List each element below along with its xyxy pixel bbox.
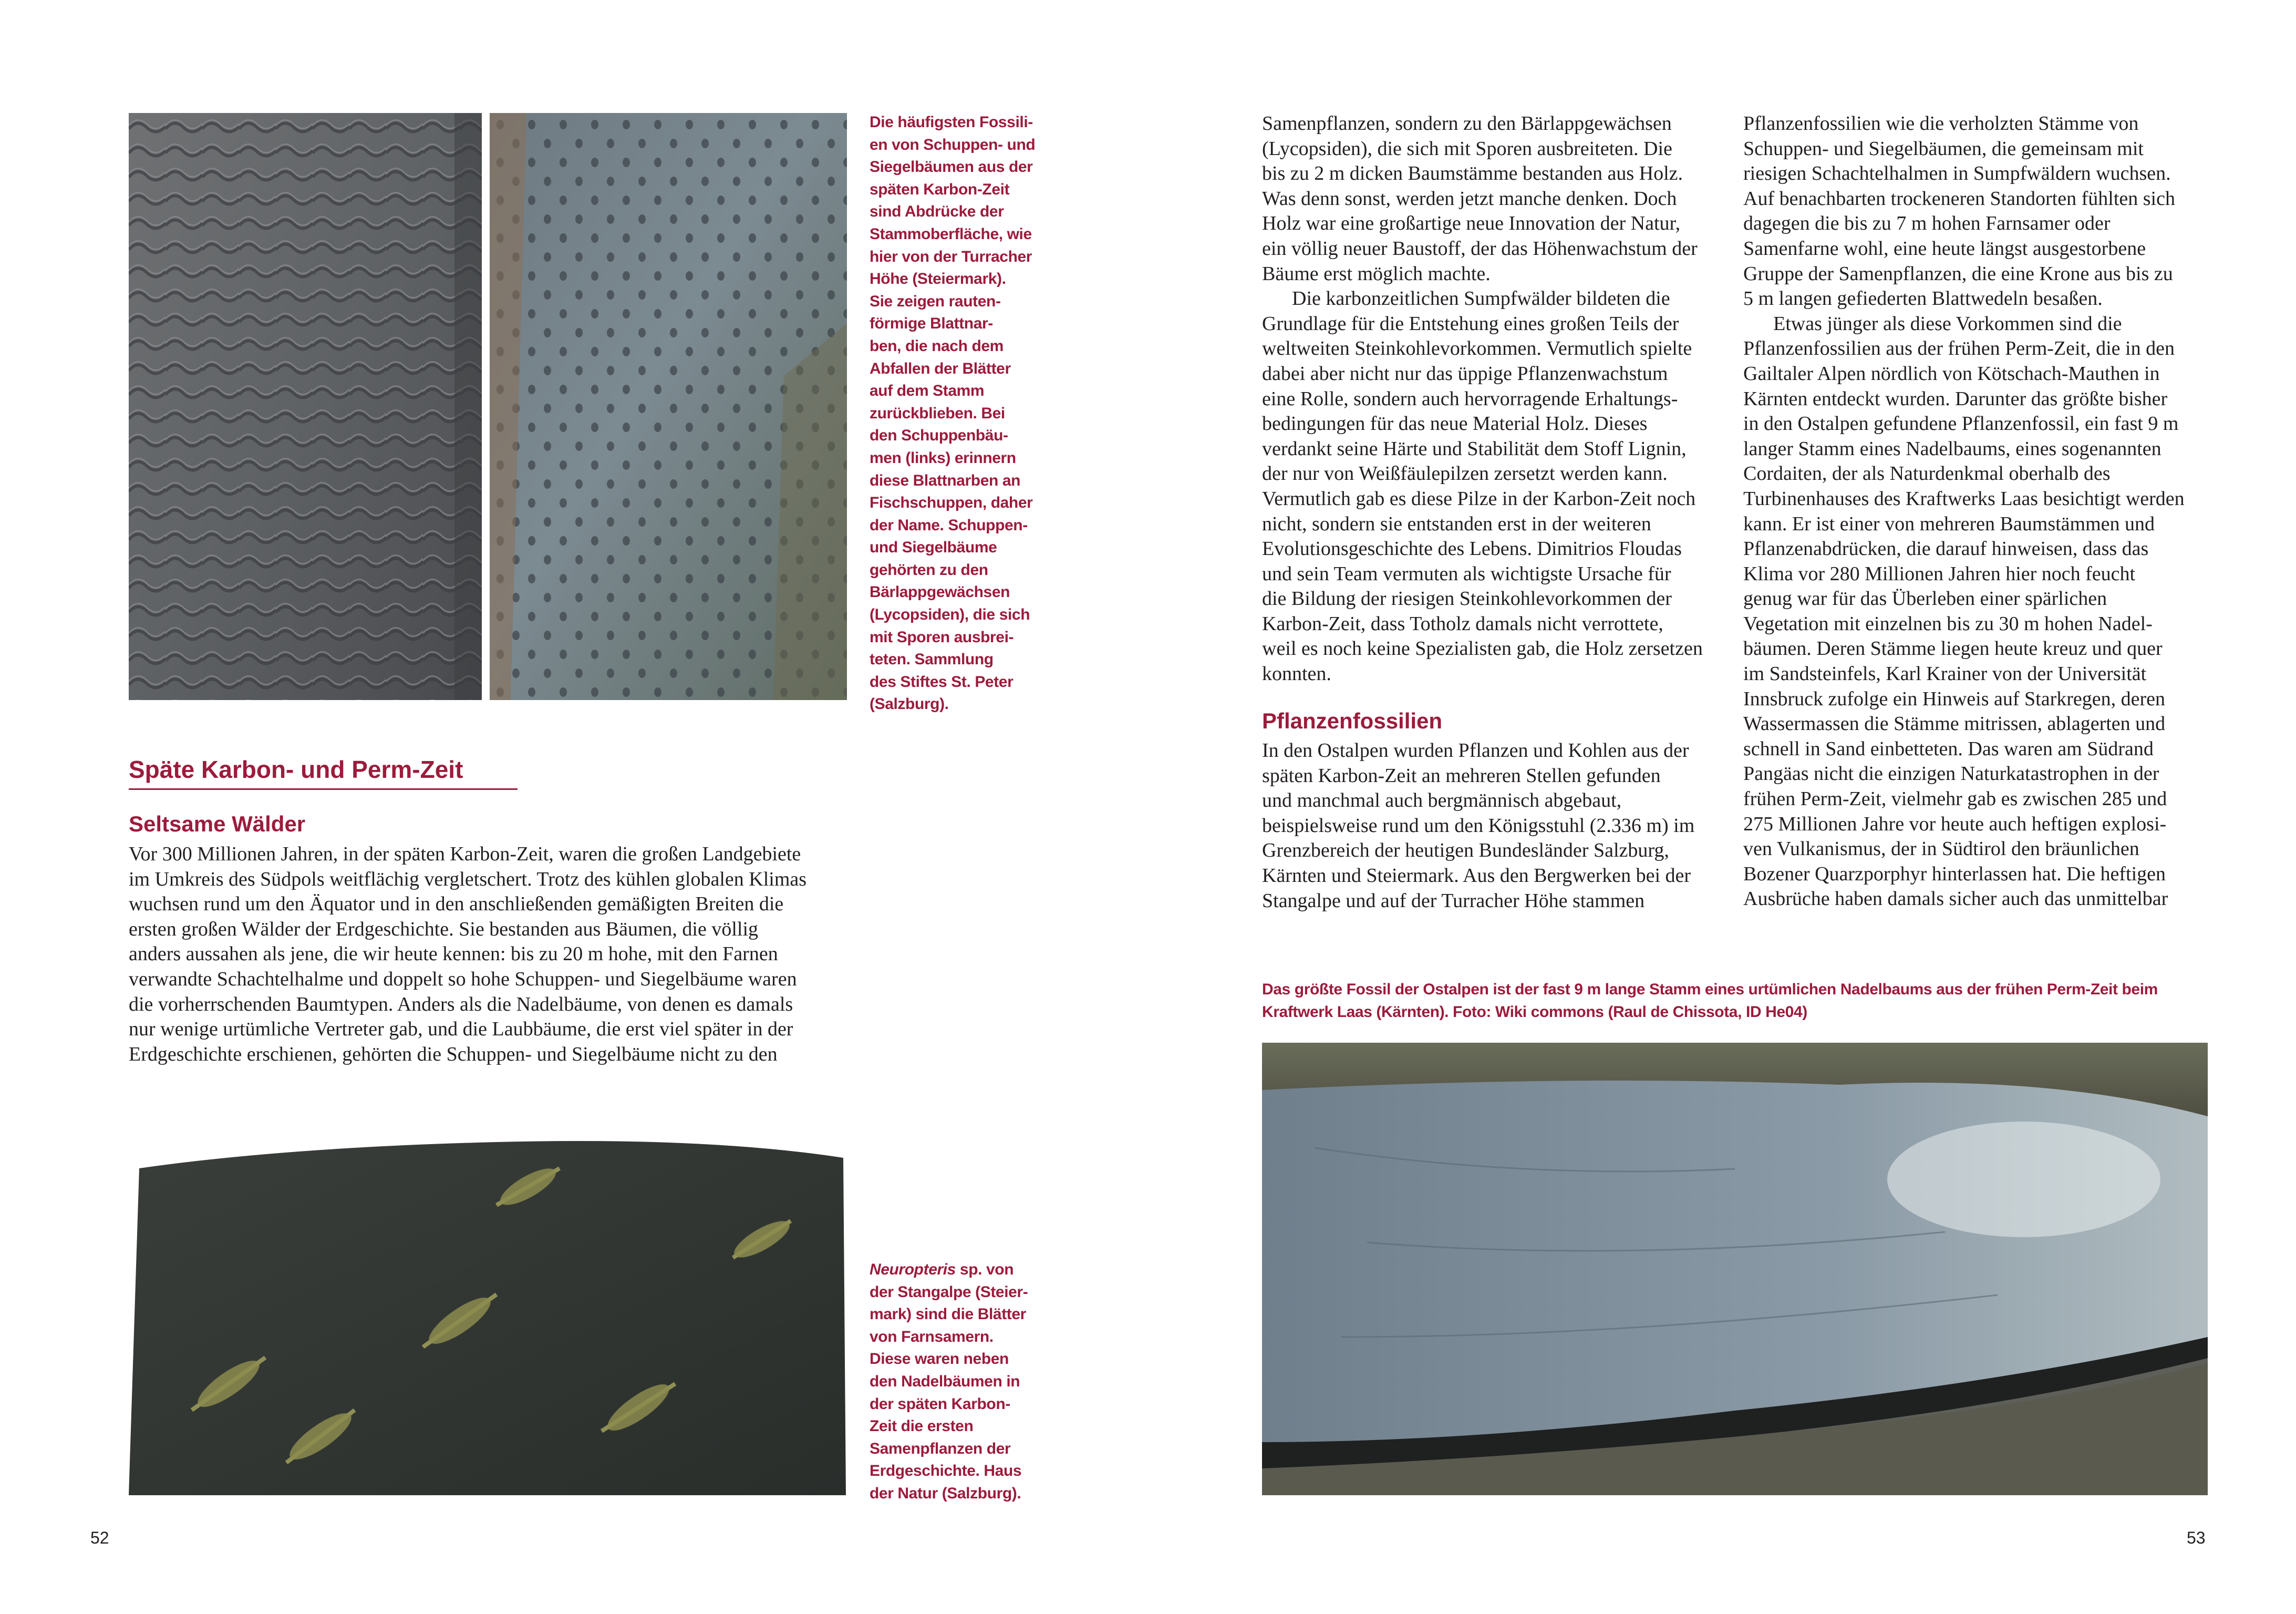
body-text-right-col1-continued: In den Ostalpen wurden Pflanzen und Kohlen aus der späten Karbon-Zeit an mehreren Stellen gefunden und manchmal auch bergmännisch abgebaut, beispielsweise rund um den Königsstuhl (2.336 m) im Grenzbereich der heutigen Bundesländer Salzburg, Kärnten und Steiermark. Aus den Bergwerken bei der Stangalpe und auf der Turracher Höhe stammen xyxy=(1262,739,1695,912)
body-text-left: Vor 300 Millionen Jahren, in der späten Karbon-Zeit, waren die großen Landgebiete im Umkreis des Südpols weitflächig vergletschert. Trotz des kühlen globalen Klimas wuchsen rund um den Äquator und in den anschließenden gemäßigten Breiten die ersten großen Wälder der Erdgeschichte. Sie bestanden aus Bäumen, die völlig anders aussahen als jene, die wir heute kennen: bis zu 20 m hohe, mit den Farnen verwandte Schachtelhalme und doppelt so hohe Schuppen- und Siegelbäume waren die vorherrschenden Baumtypen. Anders als die Nadelbäume, von denen es damals nur wenige urtümliche Vertreter gab, und die Laubbäume, die erst viel später in der Erdgeschichte erschienen, gehörten die Schuppen- und Siegelbäume nicht zu den xyxy=(129,843,807,1065)
caption-taxon-name: Neuropteris xyxy=(870,1261,956,1278)
fossil-trunk-photo xyxy=(1262,1043,2208,1495)
subheading-pflanzenfossilien: Pflanzenfossilien xyxy=(1262,708,1443,733)
section-heading: Späte Karbon- und Perm-Zeit xyxy=(129,756,463,783)
photo-caption-trunk: Das größte Fossil der Ostalpen ist der fast 9 m lange Stamm eines urtümlichen Nadelbaums aus der frühen Perm-Zeit beim Kraftwerk Laas (Kärnten). Foto: Wiki commons (Raul de Chissota, ID He04) xyxy=(1262,981,2158,1021)
section-heading-underline xyxy=(129,788,518,790)
body-text-right-col2: Pflanzenfossilien wie die verholzten Stämme von Schuppen- und Siegelbäumen, die gemeinsam mit riesigen Schachtelhalmen in Sumpfwäldern wuchsen. Auf benachbarten trockeneren Standorten fühlten sich dagegen die bis zu 7 m hohen Farnsamer oder Samenfarne wohl, eine heute längst ausgestorbene Gruppe der Samenpflanzen, die eine Krone aus bis zu 5 m langen gefiederten Blattwedeln besaßen. Etwas jünger als diese Vorkommen sind die Pflanzenfossilien aus der frühen Perm-Zeit, die in den Gailtaler Alpen nördlich von Kötschach-Mauthen in Kärnten entdeckt wurden. Darunter das größte bisher in den Ostalpen gefundene Pflanzenfossil, ein fast 9 m langer Stamm eines Nadelbaums, eines sogenannten Cordaiten, der als Naturdenkmal oberhalb des Turbinenhauses des Kraftwerks Laas besichtigt werden kann. Er ist einer von mehreren Baumstämmen und Pflanzenabdrücken, die darauf hinweisen, dass das Klima vor 280 Millionen Jahren hier noch feucht genug war für das Überleben einer spärlichen Vegetation mit einzelnen bis zu 30 m hohen Nadel- bäumen. Deren Stämme liegen heute kreuz und quer im Sandsteinfels, Karl Krainer von der Universität Innsbruck zufolge ein Hinweis auf Starkregen, deren Wassermassen die Stämme mitrissen, ablagerten und schnell in Sand einbetteten. Das waren am Südrand Pangäas nicht die einzigen Naturkatastrophen in der frühen Perm-Zeit, vielmehr gab es zwischen 285 und 275 Millionen Jahre vor heute auch heftigen explosi- ven Vulkanismus, der in Südtirol den bräunlichen Bozener Quarzporphyr hinterlassen hat. Die heftigen Ausbrüche haben damals sicher auch das unmittelbar xyxy=(1743,112,2185,910)
caption-first-line-rest: sp. von xyxy=(955,1261,1014,1278)
page-number-right: 53 xyxy=(2187,1528,2206,1547)
subheading-seltsame-waelder: Seltsame Wälder xyxy=(129,811,306,836)
photo-caption-bark: Die häufigsten Fossili- en von Schuppen- und Siegelbäumen aus der späten Karbon-Zeit sind Abdrücke der Stammoberfläche, wie hier von der Turracher Höhe (Steiermark). Sie zeigen rauten- förmige Blattnar- ben, die nach dem Abfallen der Blätter auf dem Stamm zurückblieben. Bei den Schuppenbäu- men (links) erinnern diese Blattnarben an Fischschuppen, daher der Name. Schuppen- und Siegelbäume gehörten zu den Bärlappgewächsen (Lycopsiden), die sich mit Sporen ausbrei- teten. Sammlung des Stiftes St. Peter (Salzburg). xyxy=(870,114,1036,713)
photo-caption-neuropteris xyxy=(870,1259,1059,1505)
sigillaria-bark-photo xyxy=(490,113,847,700)
lepidodendron-bark-photo xyxy=(129,113,482,700)
neuropteris-fossil-photo xyxy=(129,1137,846,1495)
body-text-right-col1: Samenpflanzen, sondern zu den Bärlappgewächsen (Lycopsiden), die sich mit Sporen ausbreiteten. Die bis zu 2 m dicken Baumstämme bestanden aus Holz. Was denn sonst, werden jetzt manche denken. Doch Holz war eine großartige neue Innovation der Natur, ein völlig neuer Baustoff, der das Höhenwachstum der Bäume erst möglich machte. Die karbonzeitlichen Sumpfwälder bildeten die Grundlage für die Entstehung eines großen Teils der weltweiten Steinkohlevorkommen. Vermutlich spielte dabei aber nicht nur das üppige Pflanzenwachstum eine Rolle, sondern auch hervorragende Erhaltungs- bedingungen für das neue Material Holz. Dieses verdankt seine Härte und Stabilität dem Stoff Lignin, der nur von Weißfäulepilzen zersetzt werden kann. Vermutlich gab es diese Pilze in der Karbon-Zeit noch nicht, sondern sie entstanden erst in der weiteren Evolutionsgeschichte des Lebens. Dimitrios Floudas und sein Team vermuten als wichtigste Ursache für die Bildung der riesigen Steinkohlevorkommen der Karbon-Zeit, dass Totholz damals nicht verrottete, weil es noch keine Spezialisten gab, die Holz zersetzen konnten. xyxy=(1262,112,1703,685)
caption-rest: der Stangalpe (Steier- mark) sind die Blätter von Farnsamern. Diese waren neben den Nadelbäumen in der späten Karbon- Zeit die ersten Samenpflanzen der Erdgeschichte. Haus der Natur (Salzburg). xyxy=(870,1283,1028,1502)
page-number-left: 52 xyxy=(90,1528,109,1547)
